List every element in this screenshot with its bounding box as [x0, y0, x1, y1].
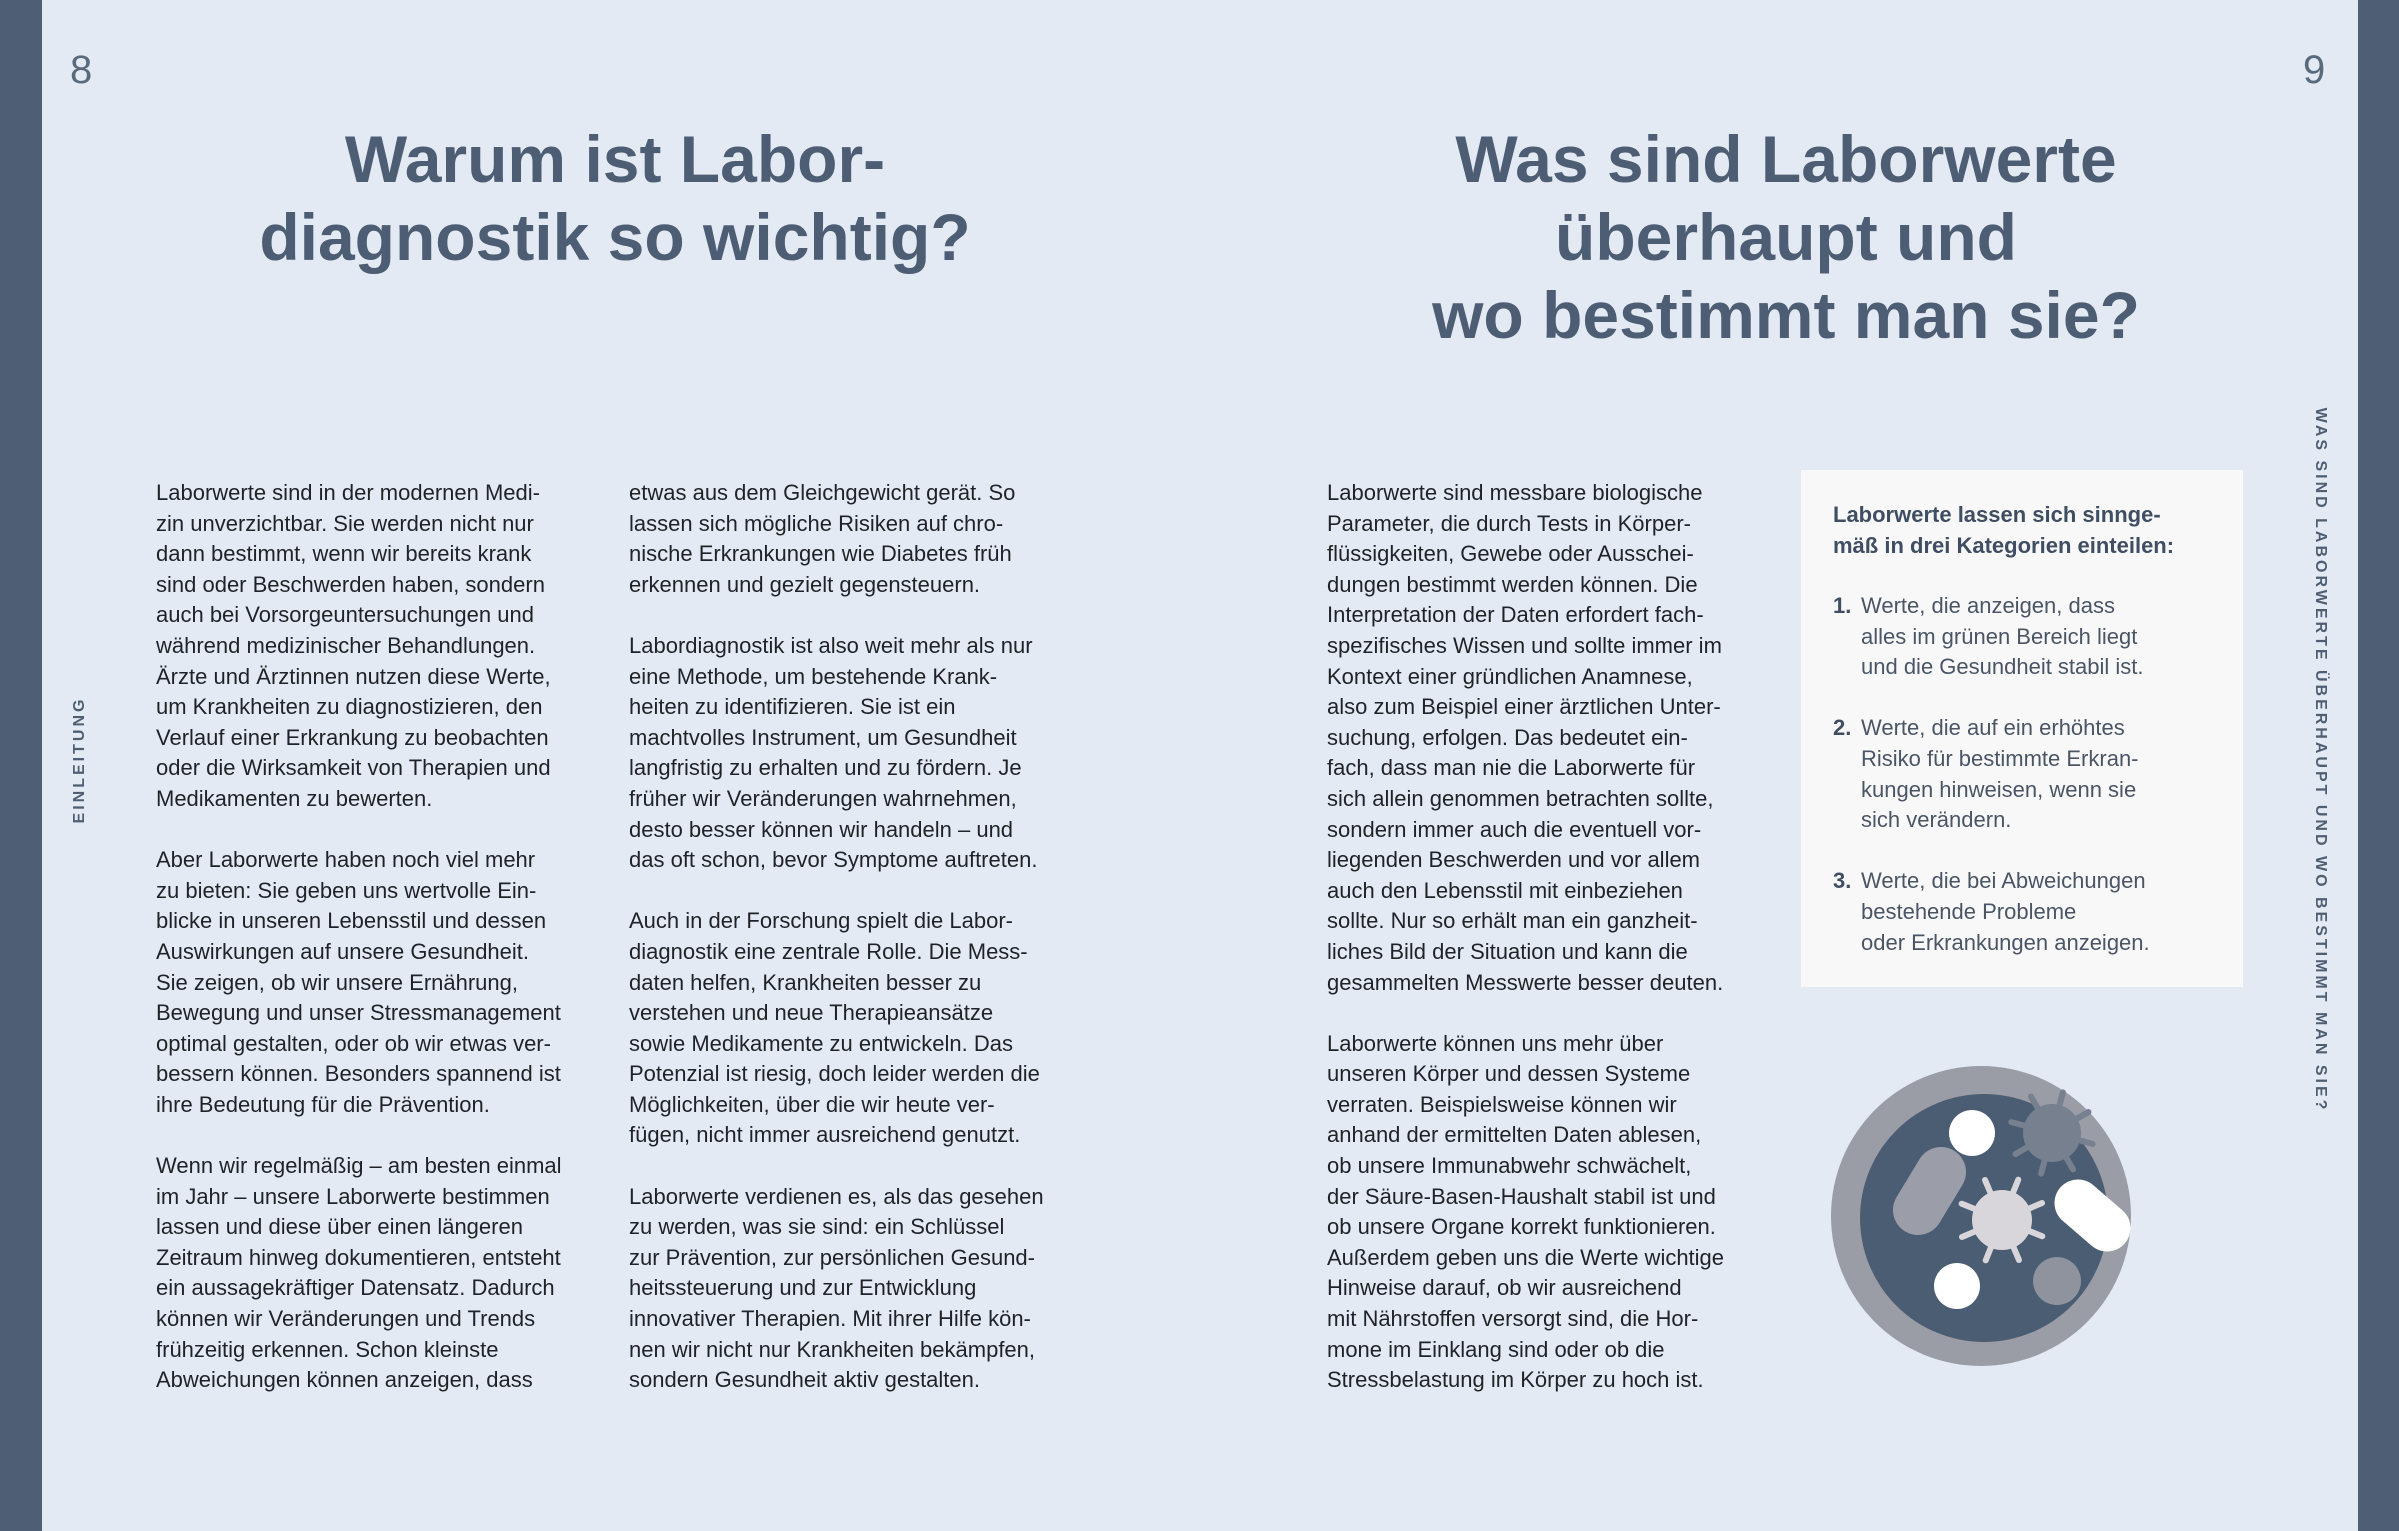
text-line: Abweichungen können anzeigen, dass	[156, 1367, 533, 1393]
text-line: optimal gestalten, oder ob wir etwas ver-	[156, 1030, 551, 1056]
text-line: Laborwerte verdienen es, als das gesehen	[629, 1183, 1044, 1209]
text-line: langfristig zu erhalten und zu fördern. Je	[629, 755, 1022, 781]
cell-dot	[2033, 1257, 2081, 1305]
text-line: nische Erkrankungen wie Diabetes früh	[629, 541, 1012, 567]
text-line: gesammelten Messwerte besser deuten.	[1327, 969, 1724, 995]
bacterium-pill	[1918, 1172, 1941, 1210]
text-line: ob unsere Immunabwehr schwächelt,	[1327, 1153, 1692, 1179]
text-line: oder die Wirksamkeit von Therapien und	[156, 755, 551, 781]
text-line: zin unverzichtbar. Sie werden nicht nur	[156, 510, 534, 536]
virus-body	[2023, 1104, 2081, 1162]
text-line: heiten zu identifizieren. Sie ist ein	[629, 694, 956, 720]
text-line: liches Bild der Situation und kann die	[1327, 938, 1688, 964]
text-line: dann bestimmt, wenn wir bereits krank	[156, 541, 532, 567]
section-label-right: WAS SIND LABORWERTE ÜBERHAUPT UND WO BESTIMMT MAN SIE?	[2312, 407, 2329, 1113]
virus-body	[1972, 1190, 2032, 1250]
bacterium-pill	[2078, 1203, 2107, 1228]
text-line: der Säure-Basen-Haushalt stabil ist und	[1327, 1183, 1716, 1209]
text-line: Labordiagnostik ist also weit mehr als nur	[629, 632, 1033, 658]
text-line: zur Prävention, zur persönlichen Gesund-	[629, 1244, 1035, 1270]
text-line: Hinweise darauf, ob wir ausreichend	[1327, 1275, 1682, 1301]
text-line: Außerdem geben uns die Werte wichtige	[1327, 1244, 1725, 1270]
text-line: ob unsere Organe korrekt funktionieren.	[1327, 1214, 1716, 1240]
text-line: Laborwerte können uns mehr über	[1327, 1030, 1664, 1056]
text-line: sondern immer auch die eventuell vor-	[1327, 816, 1702, 842]
text-line: bessern können. Besonders spannend ist	[156, 1061, 561, 1087]
text-line: erkennen und gezielt gegensteuern.	[629, 571, 981, 597]
text-line: sondern Gesundheit aktiv gestalten.	[629, 1367, 981, 1393]
title-line: überhaupt und	[1555, 200, 2017, 274]
text-line: fügen, nicht immer ausreichend genutzt.	[629, 1122, 1021, 1148]
text-line: oder Erkrankungen anzeigen.	[1861, 929, 2150, 955]
title-line: Warum ist Labor-	[344, 122, 886, 196]
text-line: suchung, erfolgen. Das bedeutet ein-	[1327, 724, 1688, 750]
text-line: lassen sich mögliche Risiken auf chro-	[629, 510, 1004, 536]
text-line: Wenn wir regelmäßig – am besten einmal	[156, 1153, 562, 1179]
text-line: Sie zeigen, ob wir unsere Ernährung,	[156, 969, 518, 995]
text-line: Werte, die auf ein erhöhtes	[1861, 715, 2125, 741]
title-line: Was sind Laborwerte	[1455, 122, 2117, 196]
text-line: ihre Bedeutung für die Prävention.	[156, 1091, 490, 1117]
text-line: Zeitraum hinweg dokumentieren, entsteht	[156, 1244, 561, 1270]
text-line: Auswirkungen auf unsere Gesundheit.	[156, 938, 530, 964]
text-line: können wir Veränderungen und Trends	[156, 1306, 536, 1332]
text-line: Bewegung und unser Stressmanagement	[156, 1000, 561, 1026]
text-line: diagnostik eine zentrale Rolle. Die Mess-	[629, 938, 1028, 964]
text-line: auch bei Vorsorgeuntersuchungen und	[156, 602, 534, 628]
text-line: daten helfen, Krankheiten besser zu	[629, 969, 982, 995]
text-line: flüssigkeiten, Gewebe oder Ausschei-	[1327, 541, 1694, 567]
text-line: bestehende Probleme	[1861, 898, 2077, 924]
text-line: und die Gesundheit stabil ist.	[1861, 654, 2144, 680]
text-line: Auch in der Forschung spielt die Labor-	[629, 908, 1013, 934]
text-line: Laborwerte sind messbare biologische	[1327, 480, 1703, 505]
text-line: blicke in unseren Lebensstil und dessen	[156, 908, 547, 934]
text-line: sind oder Beschwerden haben, sondern	[156, 571, 545, 597]
text-line: um Krankheiten zu diagnostizieren, den	[156, 694, 543, 720]
text-line: verstehen und neue Therapieansätze	[629, 1000, 994, 1026]
text-line: nen wir nicht nur Krankheiten bekämpfen,	[629, 1336, 1036, 1362]
section-label-left: EINLEITUNG	[71, 696, 88, 824]
text-line: fach, dass man nie die Laborwerte für	[1327, 755, 1696, 781]
text-line: innovativer Therapien. Mit ihrer Hilfe kön-	[629, 1306, 1031, 1332]
text-line: das oft schon, bevor Symptome auftreten.	[629, 847, 1038, 873]
text-line: sich allein genommen betrachten sollte,	[1327, 785, 1714, 811]
page-number-left: 8	[70, 48, 93, 92]
title-line: diagnostik so wichtig?	[259, 200, 971, 274]
text-line: sollte. Nur so erhält man ein ganzheit-	[1327, 908, 1698, 934]
text-line: desto besser können wir handeln – und	[629, 816, 1014, 842]
text-line: zu werden, was sie sind: ein Schlüssel	[629, 1214, 1005, 1240]
text-line: Möglichkeiten, über die wir heute ver-	[629, 1091, 995, 1117]
text-line: Kontext einer gründlichen Anamnese,	[1327, 663, 1693, 689]
text-line: heitssteuerung und zur Entwicklung	[629, 1275, 977, 1301]
text-line: mit Nährstoffen versorgt sind, die Hor-	[1327, 1306, 1699, 1332]
heading-line: Laborwerte lassen sich sinnge-	[1833, 502, 2161, 527]
list-number: 3.	[1833, 868, 1852, 894]
text-line: Interpretation der Daten erfordert fach-	[1327, 602, 1704, 628]
text-line: während medizinischer Behandlungen.	[156, 632, 536, 658]
text-line: mone im Einklang sind oder ob die	[1327, 1336, 1665, 1362]
text-line: Medikamenten zu bewerten.	[156, 785, 433, 811]
text-line: machtvolles Instrument, um Gesundheit	[629, 724, 1017, 750]
text-line: Werte, die anzeigen, dass	[1861, 593, 2115, 618]
text-line: früher wir Veränderungen wahrnehmen,	[629, 785, 1017, 811]
text-line: im Jahr – unsere Laborwerte bestimmen	[156, 1183, 550, 1209]
text-line: Potenzial ist riesig, doch leider werden die	[629, 1061, 1040, 1087]
text-line: verraten. Beispielsweise können wir	[1327, 1091, 1677, 1117]
text-line: sowie Medikamente zu entwickeln. Das	[629, 1030, 1013, 1056]
text-line: Ärzte und Ärztinnen nutzen diese Werte,	[156, 663, 551, 689]
text-line: sich verändern.	[1861, 807, 2012, 833]
text-line: liegenden Beschwerden und vor allem	[1327, 847, 1701, 873]
text-line: spezifisches Wissen und sollte immer im	[1327, 632, 1722, 658]
text-line: kungen hinweisen, wenn sie	[1861, 776, 2137, 802]
text-line: frühzeitig erkennen. Schon kleinste	[156, 1336, 499, 1362]
text-line: Werte, die bei Abweichungen	[1861, 868, 2146, 894]
text-line: etwas aus dem Gleichgewicht gerät. So	[629, 480, 1016, 505]
text-line: Stressbelastung im Körper zu hoch ist.	[1327, 1367, 1704, 1393]
cell-dot	[1934, 1263, 1980, 1309]
page-number-right: 9	[2303, 48, 2326, 92]
text-line: eine Methode, um bestehende Krank-	[629, 663, 998, 689]
cell-dot	[1949, 1110, 1995, 1156]
text-line: Risiko für bestimmte Erkran-	[1861, 745, 2139, 771]
text-line: also zum Beispiel einer ärztlichen Unter-	[1327, 694, 1721, 720]
text-line: ein aussagekräftiger Datensatz. Dadurch	[156, 1275, 555, 1301]
text-line: dungen bestimmt werden können. Die	[1327, 571, 1698, 597]
text-line: Laborwerte sind in der modernen Medi-	[156, 480, 540, 505]
list-number: 2.	[1833, 715, 1852, 741]
text-line: Verlauf einer Erkrankung zu beobachten	[156, 724, 549, 750]
text-line: anhand der ermittelten Daten ablesen,	[1327, 1122, 1702, 1148]
heading-line: mäß in drei Kategorien einteilen:	[1833, 532, 2175, 558]
text-line: auch den Lebensstil mit einbeziehen	[1327, 877, 1683, 903]
text-line: zu bieten: Sie geben uns wertvolle Ein-	[156, 877, 537, 903]
text-line: unseren Körper und dessen Systeme	[1327, 1061, 1691, 1087]
text-line: alles im grünen Bereich liegt	[1861, 623, 2138, 649]
text-line: Parameter, die durch Tests in Körper-	[1327, 510, 1691, 536]
text-line: Aber Laborwerte haben noch viel mehr	[156, 847, 536, 873]
title-line: wo bestimmt man sie?	[1432, 278, 2140, 352]
text-line: lassen und diese über einen längeren	[156, 1214, 523, 1240]
list-number: 1.	[1833, 593, 1852, 618]
